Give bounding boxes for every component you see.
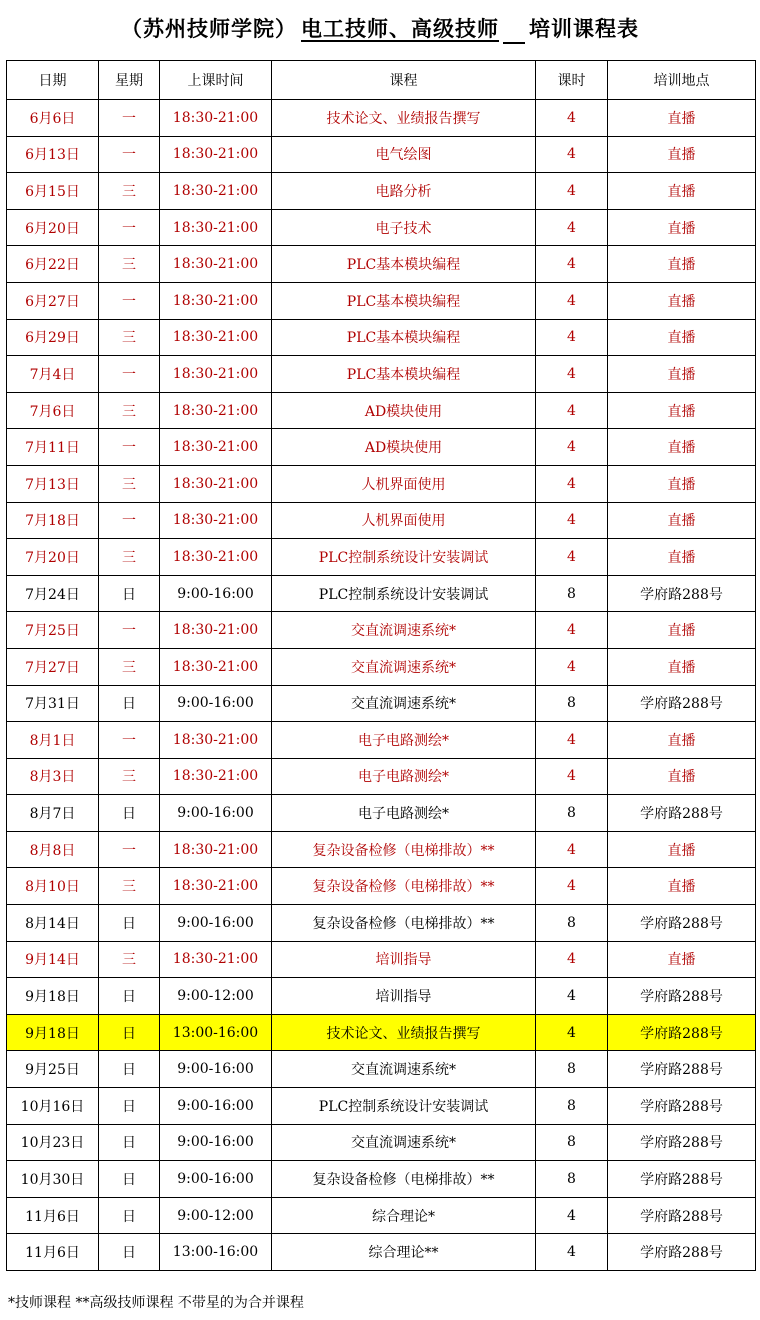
cell-location: 直播: [608, 539, 756, 576]
cell-course: PLC控制系统设计安装调试: [272, 575, 536, 612]
table-row: [7, 209, 756, 246]
table-row: [7, 831, 756, 868]
cell-date: 6月13日: [7, 136, 99, 173]
cell-weekday: 日: [99, 1197, 160, 1234]
table-header-row: [7, 61, 756, 100]
cell-weekday: 一: [99, 612, 160, 649]
table-row: [7, 758, 756, 795]
cell-hours: 4: [536, 648, 608, 685]
table-row: [7, 868, 756, 905]
cell-time: 18:30-21:00: [160, 356, 272, 393]
cell-course: 复杂设备检修（电梯排故）**: [272, 868, 536, 905]
cell-hours: 4: [536, 173, 608, 210]
table-row: [7, 136, 756, 173]
cell-hours: 8: [536, 1088, 608, 1125]
cell-location: 学府路288号: [608, 905, 756, 942]
cell-date: 7月18日: [7, 502, 99, 539]
cell-hours: 4: [536, 722, 608, 759]
cell-time: 9:00-16:00: [160, 1161, 272, 1198]
cell-course: PLC基本模块编程: [272, 246, 536, 283]
cell-hours: 8: [536, 685, 608, 722]
cell-weekday: 一: [99, 282, 160, 319]
cell-time: 18:30-21:00: [160, 465, 272, 502]
cell-hours: 4: [536, 356, 608, 393]
table-row: [7, 1014, 756, 1051]
table-row: [7, 941, 756, 978]
cell-course: PLC控制系统设计安装调试: [272, 1088, 536, 1125]
cell-date: 10月30日: [7, 1161, 99, 1198]
cell-time: 18:30-21:00: [160, 722, 272, 759]
cell-hours: 8: [536, 905, 608, 942]
cell-date: 11月6日: [7, 1197, 99, 1234]
cell-location: 直播: [608, 136, 756, 173]
cell-date: 9月18日: [7, 1014, 99, 1051]
cell-weekday: 日: [99, 1014, 160, 1051]
cell-location: 学府路288号: [608, 978, 756, 1015]
cell-hours: 4: [536, 1234, 608, 1271]
cell-date: 6月22日: [7, 246, 99, 283]
cell-location: 学府路288号: [608, 1051, 756, 1088]
table-row: [7, 1088, 756, 1125]
cell-course: 培训指导: [272, 978, 536, 1015]
cell-date: 7月31日: [7, 685, 99, 722]
cell-hours: 4: [536, 831, 608, 868]
cell-time: 18:30-21:00: [160, 502, 272, 539]
cell-weekday: 日: [99, 1124, 160, 1161]
cell-location: 直播: [608, 758, 756, 795]
cell-date: 8月10日: [7, 868, 99, 905]
cell-weekday: 一: [99, 502, 160, 539]
table-row: [7, 246, 756, 283]
cell-time: 18:30-21:00: [160, 282, 272, 319]
table-row: [7, 502, 756, 539]
cell-location: 学府路288号: [608, 1124, 756, 1161]
cell-course: 综合理论**: [272, 1234, 536, 1271]
table-row: [7, 173, 756, 210]
cell-time: 18:30-21:00: [160, 209, 272, 246]
cell-date: 6月20日: [7, 209, 99, 246]
table-row: [7, 100, 756, 137]
cell-location: 直播: [608, 831, 756, 868]
cell-course: 电子电路测绘*: [272, 758, 536, 795]
cell-location: 直播: [608, 319, 756, 356]
cell-course: 复杂设备检修（电梯排故）**: [272, 831, 536, 868]
cell-location: 直播: [608, 868, 756, 905]
cell-hours: 4: [536, 758, 608, 795]
cell-course: 人机界面使用: [272, 465, 536, 502]
table-row: [7, 795, 756, 832]
cell-hours: 4: [536, 978, 608, 1015]
cell-weekday: 日: [99, 1234, 160, 1271]
table-row: [7, 319, 756, 356]
cell-date: 8月3日: [7, 758, 99, 795]
table-row: [7, 905, 756, 942]
table-row: [7, 539, 756, 576]
cell-time: 18:30-21:00: [160, 392, 272, 429]
cell-date: 9月25日: [7, 1051, 99, 1088]
cell-date: 8月7日: [7, 795, 99, 832]
cell-date: 7月20日: [7, 539, 99, 576]
cell-weekday: 日: [99, 685, 160, 722]
table-row: [7, 429, 756, 466]
cell-date: 6月29日: [7, 319, 99, 356]
cell-weekday: 一: [99, 136, 160, 173]
table-row: [7, 1234, 756, 1271]
table-row: [7, 612, 756, 649]
cell-weekday: 日: [99, 575, 160, 612]
cell-date: 10月23日: [7, 1124, 99, 1161]
course-schedule-table: [6, 60, 756, 1271]
table-row: [7, 1124, 756, 1161]
cell-weekday: 三: [99, 941, 160, 978]
cell-hours: 4: [536, 941, 608, 978]
cell-weekday: 一: [99, 429, 160, 466]
cell-hours: 4: [536, 502, 608, 539]
cell-date: 11月6日: [7, 1234, 99, 1271]
title-program: 电工技师、高级技师: [301, 17, 499, 41]
cell-location: 直播: [608, 722, 756, 759]
cell-time: 18:30-21:00: [160, 648, 272, 685]
cell-course: PLC基本模块编程: [272, 282, 536, 319]
cell-course: 交直流调速系统*: [272, 1124, 536, 1161]
header-location: 培训地点: [608, 61, 756, 100]
cell-location: 直播: [608, 392, 756, 429]
cell-location: 直播: [608, 173, 756, 210]
cell-hours: 4: [536, 539, 608, 576]
table-row: [7, 685, 756, 722]
title-school: （苏州技师学院）: [121, 17, 297, 41]
cell-course: 培训指导: [272, 941, 536, 978]
cell-weekday: 一: [99, 831, 160, 868]
cell-time: 9:00-16:00: [160, 795, 272, 832]
table-row: [7, 978, 756, 1015]
cell-weekday: 三: [99, 392, 160, 429]
cell-date: 7月25日: [7, 612, 99, 649]
cell-date: 8月14日: [7, 905, 99, 942]
cell-weekday: 日: [99, 978, 160, 1015]
cell-hours: 4: [536, 319, 608, 356]
header-weekday: 星期: [99, 61, 160, 100]
cell-weekday: 三: [99, 465, 160, 502]
cell-location: 学府路288号: [608, 1014, 756, 1051]
cell-date: 6月27日: [7, 282, 99, 319]
table-row: [7, 282, 756, 319]
cell-hours: 4: [536, 612, 608, 649]
cell-hours: 8: [536, 795, 608, 832]
cell-date: 7月6日: [7, 392, 99, 429]
cell-course: PLC控制系统设计安装调试: [272, 539, 536, 576]
cell-location: 学府路288号: [608, 1234, 756, 1271]
cell-location: 直播: [608, 612, 756, 649]
page-title: [0, 14, 760, 44]
cell-time: 18:30-21:00: [160, 831, 272, 868]
cell-time: 18:30-21:00: [160, 539, 272, 576]
cell-time: 9:00-16:00: [160, 1088, 272, 1125]
cell-weekday: 三: [99, 868, 160, 905]
cell-date: 7月13日: [7, 465, 99, 502]
cell-hours: 4: [536, 392, 608, 429]
table-row: [7, 1051, 756, 1088]
cell-date: 7月4日: [7, 356, 99, 393]
cell-time: 13:00-16:00: [160, 1234, 272, 1271]
header-hours: 课时: [536, 61, 608, 100]
cell-date: 9月18日: [7, 978, 99, 1015]
cell-course: 技术论文、业绩报告撰写: [272, 100, 536, 137]
cell-date: 7月27日: [7, 648, 99, 685]
cell-date: 9月14日: [7, 941, 99, 978]
cell-weekday: 一: [99, 722, 160, 759]
cell-time: 9:00-16:00: [160, 905, 272, 942]
cell-time: 18:30-21:00: [160, 246, 272, 283]
cell-weekday: 三: [99, 648, 160, 685]
cell-location: 直播: [608, 502, 756, 539]
cell-weekday: 一: [99, 100, 160, 137]
table-row: [7, 1197, 756, 1234]
cell-location: 直播: [608, 209, 756, 246]
cell-course: 电子电路测绘*: [272, 722, 536, 759]
cell-location: 学府路288号: [608, 1197, 756, 1234]
cell-location: 直播: [608, 941, 756, 978]
cell-weekday: 一: [99, 356, 160, 393]
cell-time: 18:30-21:00: [160, 868, 272, 905]
cell-hours: 4: [536, 465, 608, 502]
cell-location: 直播: [608, 100, 756, 137]
cell-course: 复杂设备检修（电梯排故）**: [272, 1161, 536, 1198]
cell-hours: 4: [536, 282, 608, 319]
cell-hours: 8: [536, 1124, 608, 1161]
table-row: [7, 465, 756, 502]
cell-course: 综合理论*: [272, 1197, 536, 1234]
cell-course: 电路分析: [272, 173, 536, 210]
cell-course: 电气绘图: [272, 136, 536, 173]
cell-time: 9:00-16:00: [160, 575, 272, 612]
header-date: 日期: [7, 61, 99, 100]
cell-date: 8月8日: [7, 831, 99, 868]
cell-location: 学府路288号: [608, 1088, 756, 1125]
cell-course: 电子技术: [272, 209, 536, 246]
table-row: [7, 392, 756, 429]
cell-weekday: 一: [99, 209, 160, 246]
cell-weekday: 日: [99, 1161, 160, 1198]
cell-time: 9:00-16:00: [160, 685, 272, 722]
cell-course: AD模块使用: [272, 392, 536, 429]
cell-time: 18:30-21:00: [160, 612, 272, 649]
cell-course: 技术论文、业绩报告撰写: [272, 1014, 536, 1051]
cell-time: 18:30-21:00: [160, 319, 272, 356]
cell-hours: 4: [536, 246, 608, 283]
cell-course: 交直流调速系统*: [272, 648, 536, 685]
table-row: [7, 648, 756, 685]
table-row: [7, 1161, 756, 1198]
title-suffix: 培训课程表: [529, 17, 639, 41]
table-row: [7, 722, 756, 759]
cell-hours: 8: [536, 1051, 608, 1088]
cell-time: 9:00-12:00: [160, 978, 272, 1015]
cell-hours: 4: [536, 1014, 608, 1051]
cell-location: 直播: [608, 465, 756, 502]
cell-location: 学府路288号: [608, 685, 756, 722]
cell-time: 9:00-16:00: [160, 1051, 272, 1088]
cell-time: 13:00-16:00: [160, 1014, 272, 1051]
cell-location: 直播: [608, 429, 756, 466]
cell-location: 学府路288号: [608, 575, 756, 612]
footnote: *技师课程 **高级技师课程 不带星的为合并课程: [8, 1295, 304, 1311]
cell-date: 7月24日: [7, 575, 99, 612]
cell-location: 直播: [608, 282, 756, 319]
header-time: 上课时间: [160, 61, 272, 100]
cell-date: 10月16日: [7, 1088, 99, 1125]
cell-course: 电子电路测绘*: [272, 795, 536, 832]
cell-hours: 4: [536, 1197, 608, 1234]
cell-time: 18:30-21:00: [160, 941, 272, 978]
cell-hours: 8: [536, 1161, 608, 1198]
cell-course: 交直流调速系统*: [272, 612, 536, 649]
title-underline-gap: [503, 20, 525, 44]
cell-time: 9:00-16:00: [160, 1124, 272, 1161]
cell-location: 直播: [608, 648, 756, 685]
table-row: [7, 575, 756, 612]
cell-date: 8月1日: [7, 722, 99, 759]
table-body: [7, 100, 756, 1271]
cell-hours: 8: [536, 575, 608, 612]
cell-weekday: 日: [99, 1088, 160, 1125]
cell-time: 18:30-21:00: [160, 429, 272, 466]
cell-weekday: 日: [99, 795, 160, 832]
cell-course: 交直流调速系统*: [272, 1051, 536, 1088]
cell-course: 交直流调速系统*: [272, 685, 536, 722]
cell-hours: 4: [536, 868, 608, 905]
cell-date: 6月15日: [7, 173, 99, 210]
cell-weekday: 三: [99, 319, 160, 356]
cell-weekday: 三: [99, 758, 160, 795]
cell-time: 18:30-21:00: [160, 100, 272, 137]
cell-course: AD模块使用: [272, 429, 536, 466]
cell-weekday: 日: [99, 1051, 160, 1088]
cell-weekday: 三: [99, 539, 160, 576]
cell-location: 直播: [608, 356, 756, 393]
cell-hours: 4: [536, 100, 608, 137]
cell-course: PLC基本模块编程: [272, 356, 536, 393]
table-row: [7, 356, 756, 393]
cell-course: 复杂设备检修（电梯排故）**: [272, 905, 536, 942]
cell-location: 直播: [608, 246, 756, 283]
cell-hours: 4: [536, 429, 608, 466]
cell-hours: 4: [536, 136, 608, 173]
cell-time: 18:30-21:00: [160, 173, 272, 210]
cell-location: 学府路288号: [608, 795, 756, 832]
cell-course: 人机界面使用: [272, 502, 536, 539]
cell-weekday: 三: [99, 173, 160, 210]
cell-course: PLC基本模块编程: [272, 319, 536, 356]
header-course: 课程: [272, 61, 536, 100]
cell-weekday: 三: [99, 246, 160, 283]
cell-weekday: 日: [99, 905, 160, 942]
cell-location: 学府路288号: [608, 1161, 756, 1198]
cell-date: 7月11日: [7, 429, 99, 466]
cell-time: 9:00-12:00: [160, 1197, 272, 1234]
cell-date: 6月6日: [7, 100, 99, 137]
cell-hours: 4: [536, 209, 608, 246]
cell-time: 18:30-21:00: [160, 758, 272, 795]
cell-time: 18:30-21:00: [160, 136, 272, 173]
